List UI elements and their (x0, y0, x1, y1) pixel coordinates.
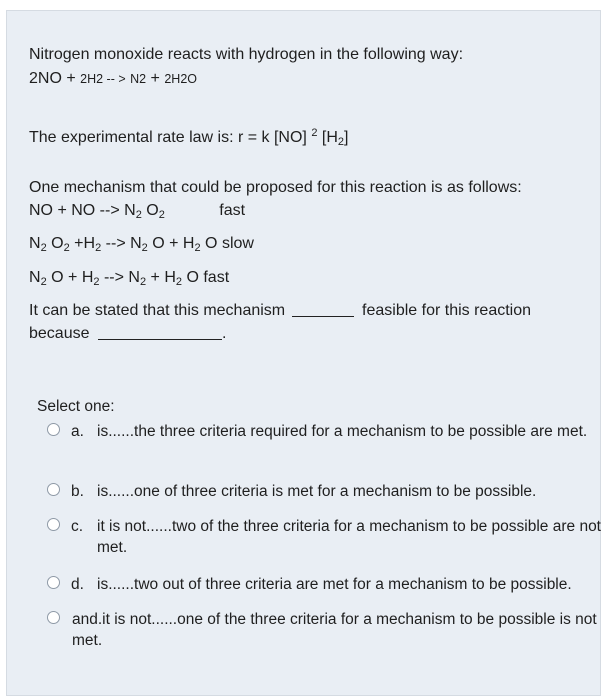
mechanism-intro-text: One mechanism that could be proposed for this reaction is as follows: (29, 179, 522, 196)
option-text: is......the three criteria required for a mechanism to be possible are met. (97, 423, 588, 440)
option-letter: a. (71, 423, 84, 440)
rate-law-line (29, 123, 348, 152)
mechanism-step-1 (29, 201, 245, 225)
option-text: is......two out of three criteria are met for a mechanism to be possible. (97, 576, 572, 593)
step-subscript: 2 (135, 209, 142, 221)
step-text: --> N (105, 235, 142, 252)
step-subscript: 2 (158, 209, 165, 221)
radio-button[interactable] (47, 423, 60, 436)
step-text: O fast (186, 269, 230, 286)
mechanism-step-2 (29, 234, 254, 258)
reaction-part: + (150, 70, 160, 87)
intro-text: Nitrogen monoxide reacts with hydrogen in the following way: (29, 46, 464, 63)
step-subscript: 2 (40, 276, 47, 288)
statement-line-2 (29, 324, 226, 344)
step-text: O slow (205, 235, 254, 252)
step-subscript: 2 (63, 242, 70, 254)
question-card (6, 10, 601, 696)
step-subscript: 2 (194, 242, 201, 254)
radio-button[interactable] (47, 576, 60, 589)
reaction-part: 2H2O (164, 72, 197, 86)
rate-law-text: ] (344, 129, 349, 146)
step-subscript: 2 (95, 242, 102, 254)
step-text: N (29, 235, 41, 252)
answer-blank-2 (98, 325, 222, 340)
reaction-part: 2H2 -- > (80, 72, 126, 86)
mechanism-intro (29, 178, 522, 198)
step-subscript: 2 (139, 276, 147, 288)
radio-button[interactable] (47, 483, 60, 496)
step-subscript: 2 (40, 242, 47, 254)
option-text: is......one of three criteria is met for a mechanism to be possible. (97, 483, 537, 500)
step-text: +H (74, 235, 96, 252)
statement-period: . (221, 325, 227, 342)
statement-text: It can be stated that this mechanism (29, 302, 286, 319)
reaction-part: 2NO + (29, 70, 76, 87)
option-text: it is not......two of the three criteria for a mechanism to be possible are not met. (97, 518, 601, 556)
option-letter: d. (71, 576, 84, 593)
reaction-line (29, 69, 197, 89)
step-text: NO + NO --> N (29, 202, 136, 219)
step-speed: fast (219, 202, 246, 219)
option-letter: c. (71, 518, 84, 535)
mechanism-step-3 (29, 268, 229, 292)
select-one-label: Select one: (37, 398, 115, 415)
rate-law-subscript: 2 (337, 136, 345, 148)
intro-line (29, 45, 463, 65)
step-subscript: 2 (141, 242, 148, 254)
step-text: N (29, 269, 41, 286)
rate-law-text: [H (321, 129, 338, 146)
statement-line-1 (29, 301, 531, 321)
option-letter: b. (71, 483, 84, 500)
rate-law-exponent: 2 (311, 127, 318, 139)
step-text: O + H (51, 269, 94, 286)
reaction-part: N2 (130, 72, 147, 86)
statement-text: because (29, 325, 90, 342)
step-subscript: 2 (175, 276, 182, 288)
step-text: --> N (103, 269, 140, 286)
radio-button[interactable] (47, 611, 60, 624)
step-text: O + H (152, 235, 195, 252)
rate-law-text: The experimental rate law is: r = k [NO] (29, 129, 307, 146)
radio-button[interactable] (47, 518, 60, 531)
step-text: O (51, 235, 64, 252)
option-text: and.it is not......one of the three criteria for a mechanism to be possible is not met. (72, 611, 597, 649)
step-text: + H (150, 269, 176, 286)
step-text: O (146, 202, 159, 219)
answer-blank-1 (292, 302, 354, 317)
step-subscript: 2 (93, 276, 100, 288)
statement-text: feasible for this reaction (362, 302, 532, 319)
